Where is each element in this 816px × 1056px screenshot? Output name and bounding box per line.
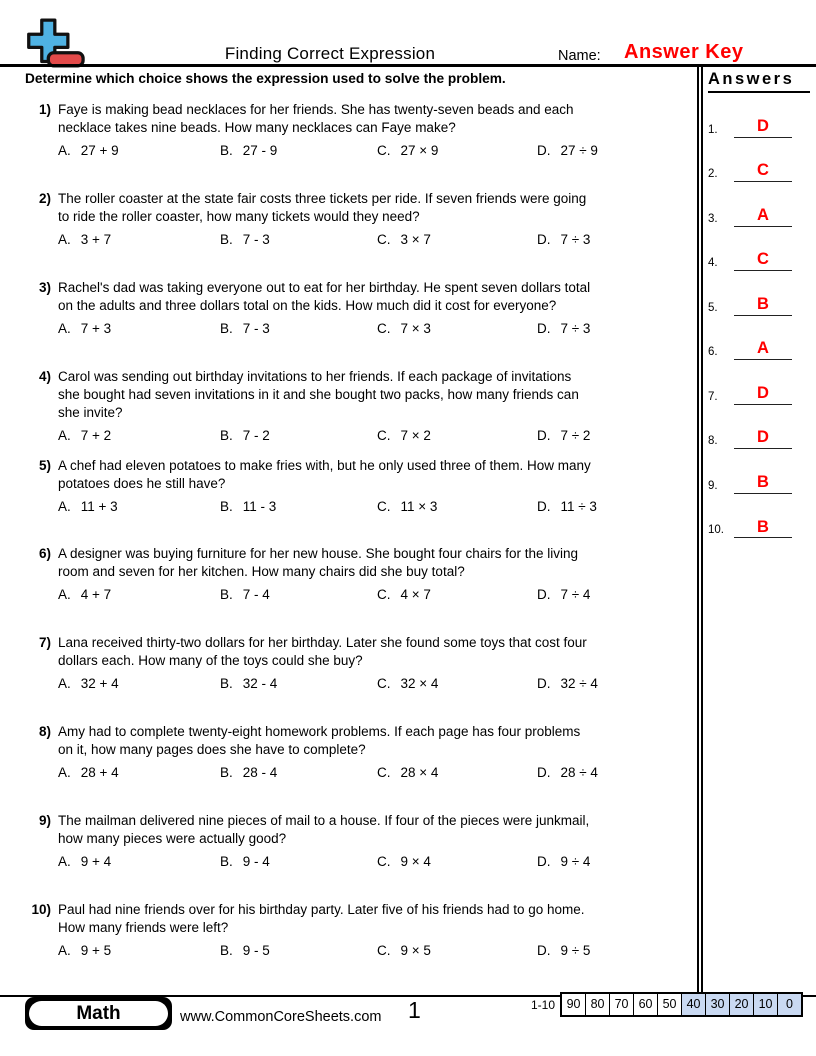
instruction-text: Determine which choice shows the expression used to solve the problem.	[25, 71, 506, 86]
option-d	[537, 143, 691, 158]
option-c	[377, 143, 537, 158]
question-item	[25, 901, 691, 990]
question-text-line: Amy had to complete twenty-eight homework problems. If each page has four problems	[58, 724, 581, 740]
answer-options-row	[58, 587, 691, 602]
option-c	[377, 587, 537, 602]
option-expression: 11 + 3	[80, 498, 118, 514]
option-letter: A.	[58, 587, 71, 603]
option-expression: 11 - 3	[242, 498, 277, 514]
option-letter: A.	[58, 943, 71, 959]
option-letter: A.	[58, 320, 71, 336]
question-item	[25, 457, 691, 546]
question-item	[25, 279, 691, 368]
score-table	[531, 992, 803, 1017]
option-b	[220, 676, 377, 691]
option-b	[220, 765, 377, 780]
option-expression: 9 × 5	[400, 943, 431, 959]
option-expression: 7 ÷ 3	[560, 320, 591, 336]
answer-slot	[708, 316, 810, 361]
option-a	[58, 428, 220, 443]
question-number: 2)	[38, 190, 51, 206]
answer-letter: A	[734, 339, 792, 360]
option-letter: A.	[58, 676, 71, 692]
option-letter: B.	[220, 854, 233, 870]
option-letter: D.	[537, 143, 551, 158]
option-b	[220, 854, 377, 869]
answer-slot	[708, 449, 810, 494]
question-item	[25, 545, 691, 634]
option-expression: 27 - 9	[242, 143, 278, 158]
option-expression: 4 × 7	[400, 587, 431, 603]
option-expression: 28 ÷ 4	[560, 765, 598, 781]
option-expression: 3 + 7	[80, 231, 112, 247]
answer-letter: A	[734, 206, 792, 227]
answer-options-row	[58, 943, 691, 958]
website-url: www.CommonCoreSheets.com	[180, 1009, 382, 1025]
answer-number: 4.	[708, 257, 718, 270]
option-expression: 32 - 4	[242, 676, 278, 692]
option-letter: C.	[377, 231, 391, 247]
option-letter: C.	[377, 498, 391, 514]
option-expression: 7 - 3	[242, 231, 270, 247]
option-letter: D.	[537, 587, 551, 603]
question-number: 4)	[38, 368, 51, 384]
option-c	[377, 676, 537, 691]
option-letter: B.	[220, 320, 233, 336]
option-expression: 7 - 2	[242, 427, 270, 443]
option-expression: 28 + 4	[80, 765, 119, 781]
option-c	[377, 499, 537, 514]
answer-number: 2.	[708, 168, 718, 181]
option-letter: D.	[537, 765, 551, 781]
question-item	[25, 190, 691, 279]
option-expression: 7 - 4	[242, 587, 270, 603]
option-letter: C.	[377, 943, 391, 959]
answer-slot	[708, 494, 810, 539]
option-letter: B.	[220, 498, 233, 514]
answer-number: 7.	[708, 390, 718, 403]
option-d	[537, 499, 691, 514]
answer-options-row	[58, 232, 691, 247]
answer-options-row	[58, 428, 691, 443]
option-a	[58, 321, 220, 336]
option-expression: 27 × 9	[400, 143, 439, 158]
score-cell: 80	[585, 994, 609, 1015]
option-a	[58, 765, 220, 780]
math-badge-label: Math	[29, 1001, 168, 1026]
option-expression: 7 ÷ 4	[560, 587, 591, 603]
option-letter: D.	[537, 498, 551, 514]
option-expression: 9 - 4	[242, 854, 270, 870]
answer-number: 6.	[708, 346, 718, 359]
option-a	[58, 143, 220, 158]
option-letter: A.	[58, 427, 71, 443]
option-a	[58, 676, 220, 691]
question-text-line: Paul had nine friends over for his birthday party. Later five of his friends had to go home.	[58, 902, 585, 918]
option-expression: 7 + 3	[80, 320, 112, 336]
answer-letter: C	[734, 250, 792, 271]
option-b	[220, 587, 377, 602]
option-letter: B.	[220, 231, 233, 247]
option-expression: 7 × 3	[400, 320, 431, 336]
score-cell: 20	[729, 994, 753, 1015]
option-c	[377, 321, 537, 336]
option-d	[537, 321, 691, 336]
option-letter: A.	[58, 498, 71, 514]
question-text-line: How many friends were left?	[58, 920, 229, 936]
option-letter: D.	[537, 427, 551, 443]
option-letter: C.	[377, 427, 391, 443]
answer-options-row	[58, 143, 691, 158]
option-expression: 27 + 9	[80, 143, 119, 158]
option-b	[220, 321, 377, 336]
question-number: 3)	[38, 279, 51, 295]
option-expression: 28 × 4	[400, 765, 439, 781]
score-cells	[560, 992, 803, 1017]
answer-slot	[708, 227, 810, 272]
score-cell: 30	[705, 994, 729, 1015]
option-expression: 7 - 3	[242, 320, 270, 336]
question-text-line: Rachel's dad was taking everyone out to eat for her birthday. He spent seven dollars total	[58, 279, 591, 295]
question-text-line: Lana received thirty-two dollars for her birthday. Later she found some toys that cost four	[58, 635, 587, 651]
math-badge	[25, 997, 172, 1030]
question-item	[25, 634, 691, 723]
score-cell: 40	[681, 994, 705, 1015]
option-expression: 9 ÷ 5	[560, 943, 591, 959]
option-b	[220, 143, 377, 158]
option-c	[377, 232, 537, 247]
question-text-line: room and seven for her kitchen. How many chairs did she buy total?	[58, 564, 465, 580]
option-expression: 32 ÷ 4	[560, 676, 598, 692]
answer-letter: D	[734, 428, 792, 449]
option-a	[58, 499, 220, 514]
page-number: 1	[408, 997, 421, 1023]
option-letter: D.	[537, 320, 551, 336]
score-cell: 10	[753, 994, 777, 1015]
question-text-line: she bought had seven invitations in it and she bought two packs, how many friends can	[58, 386, 579, 402]
option-expression: 11 ÷ 3	[560, 498, 597, 514]
score-cell: 90	[566, 997, 581, 1011]
option-a	[58, 854, 220, 869]
option-expression: 9 + 5	[80, 943, 112, 959]
answer-letter: B	[734, 295, 792, 316]
option-expression: 32 + 4	[80, 676, 119, 692]
answer-slot	[708, 271, 810, 316]
question-text-line: she invite?	[58, 404, 123, 420]
option-letter: C.	[377, 854, 391, 870]
score-cell: 60	[633, 994, 657, 1015]
option-c	[377, 854, 537, 869]
question-text-line: The mailman delivered nine pieces of mail to a house. If four of the pieces were junkmail,	[58, 813, 590, 829]
option-expression: 7 ÷ 3	[560, 231, 591, 247]
header-divider	[0, 64, 816, 67]
option-letter: C.	[377, 143, 391, 158]
option-expression: 9 ÷ 4	[560, 854, 591, 870]
question-number: 1)	[38, 102, 51, 117]
answer-number: 3.	[708, 212, 718, 225]
option-b	[220, 943, 377, 958]
option-expression: 28 - 4	[242, 765, 278, 781]
score-cell: 0	[777, 994, 801, 1015]
option-expression: 9 - 5	[242, 943, 270, 959]
option-a	[58, 587, 220, 602]
question-number: 9)	[38, 813, 51, 829]
answer-slot	[708, 93, 810, 138]
option-expression: 7 + 2	[80, 427, 112, 443]
answer-options-row	[58, 854, 691, 869]
option-a	[58, 943, 220, 958]
answer-options-row	[58, 765, 691, 780]
question-number: 7)	[38, 635, 51, 651]
option-letter: D.	[537, 943, 551, 959]
option-b	[220, 232, 377, 247]
option-expression: 32 × 4	[400, 676, 439, 692]
score-range-label: 1-10	[531, 997, 556, 1012]
question-text-line: how many pieces were actually good?	[58, 831, 287, 847]
question-text-line: on the adults and three dollars total on the kids. How much did it cost for everyone?	[58, 297, 557, 313]
option-b	[220, 428, 377, 443]
option-c	[377, 943, 537, 958]
score-cell: 50	[657, 994, 681, 1015]
answers-column-divider	[697, 64, 703, 993]
option-letter: B.	[220, 427, 233, 443]
option-d	[537, 854, 691, 869]
question-text-line: Faye is making bead necklaces for her friends. She has twenty-seven beads and each	[58, 102, 574, 117]
question-number: 6)	[38, 546, 51, 562]
question-item	[25, 723, 691, 812]
question-text-line: dollars each. How many of the toys could she buy?	[58, 653, 363, 669]
answer-number: 1.	[708, 123, 718, 136]
option-c	[377, 765, 537, 780]
question-text-line: potatoes does he still have?	[58, 475, 226, 491]
option-letter: A.	[58, 765, 71, 781]
option-letter: C.	[377, 587, 391, 603]
answer-number: 8.	[708, 435, 718, 448]
option-letter: D.	[537, 231, 551, 247]
option-expression: 7 × 2	[400, 427, 431, 443]
option-expression: 9 × 4	[400, 854, 431, 870]
option-d	[537, 765, 691, 780]
option-letter: A.	[58, 231, 71, 247]
option-d	[537, 587, 691, 602]
page-title: Finding Correct Expression	[224, 44, 436, 63]
answer-letter: B	[734, 473, 792, 494]
option-letter: C.	[377, 765, 391, 781]
question-number: 5)	[38, 457, 51, 473]
option-letter: B.	[220, 676, 233, 692]
option-a	[58, 232, 220, 247]
option-letter: A.	[58, 854, 71, 870]
option-expression: 9 + 4	[80, 854, 112, 870]
question-text-line: A chef had eleven potatoes to make fries with, but he only used three of them. How many	[58, 457, 591, 473]
answer-slot	[708, 360, 810, 405]
answer-letter: B	[734, 518, 792, 539]
answer-options-row	[58, 676, 691, 691]
answer-number: 5.	[708, 301, 718, 314]
answer-options-row	[58, 499, 691, 514]
option-d	[537, 943, 691, 958]
answer-slot	[708, 138, 810, 183]
option-letter: B.	[220, 943, 233, 959]
question-text-line: A designer was buying furniture for her new house. She bought four chairs for the living	[58, 546, 579, 562]
question-text-line: necklace takes nine beads. How many necklaces can Faye make?	[58, 120, 456, 135]
question-item	[25, 812, 691, 901]
answer-letter: D	[734, 117, 792, 138]
answers-panel	[708, 70, 810, 538]
option-expression: 27 ÷ 9	[560, 143, 598, 158]
question-text-line: on it, how many pages does she have to complete?	[58, 742, 366, 758]
option-letter: D.	[537, 676, 551, 692]
question-text-line: Carol was sending out birthday invitations to her friends. If each package of invitations	[58, 368, 572, 384]
answer-number: 9.	[708, 479, 718, 492]
answer-slot	[708, 405, 810, 450]
option-b	[220, 499, 377, 514]
question-item	[25, 368, 691, 457]
answer-letter: C	[734, 161, 792, 182]
name-label: Name:	[558, 48, 601, 64]
question-number: 10)	[31, 902, 51, 918]
answers-panel-title: Answers	[708, 70, 810, 93]
option-d	[537, 676, 691, 691]
question-text-line: to ride the roller coaster, how many tickets would they need?	[58, 208, 420, 224]
option-expression: 11 × 3	[400, 498, 438, 514]
option-d	[537, 428, 691, 443]
answer-number: 10.	[708, 524, 724, 537]
option-c	[377, 428, 537, 443]
questions-list	[25, 101, 691, 990]
option-d	[537, 232, 691, 247]
option-expression: 7 ÷ 2	[560, 427, 591, 443]
option-letter: B.	[220, 143, 233, 158]
option-letter: C.	[377, 676, 391, 692]
option-letter: B.	[220, 765, 233, 781]
option-letter: C.	[377, 320, 391, 336]
option-letter: A.	[58, 143, 71, 158]
answer-slot	[708, 182, 810, 227]
question-item	[25, 101, 691, 190]
score-cell: 70	[609, 994, 633, 1015]
answer-key-text: Answer Key	[624, 41, 744, 63]
option-letter: D.	[537, 854, 551, 870]
answer-options-row	[58, 321, 691, 336]
answer-letter: D	[734, 384, 792, 405]
option-letter: B.	[220, 587, 233, 603]
question-number: 8)	[38, 724, 51, 740]
option-expression: 4 + 7	[80, 587, 112, 603]
option-expression: 3 × 7	[400, 231, 431, 247]
question-text-line: The roller coaster at the state fair costs three tickets per ride. If seven friends were going	[58, 190, 587, 206]
